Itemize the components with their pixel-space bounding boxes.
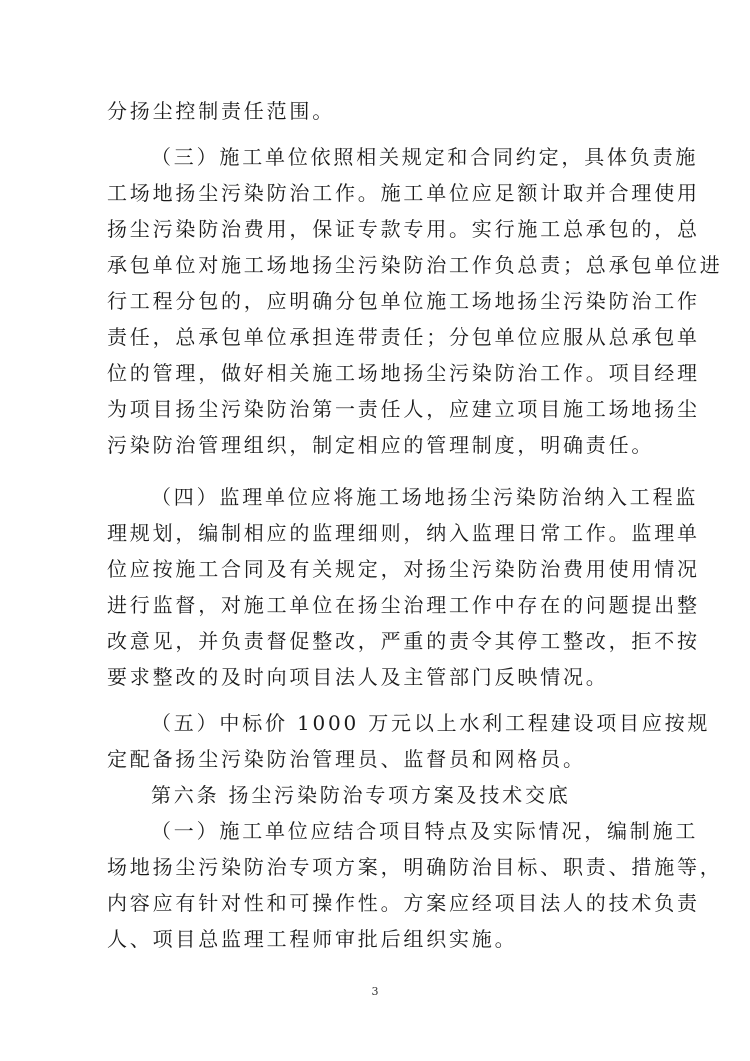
text-line: 扬尘污染防治费用，保证专款专用。实行施工总承包的，总 (107, 217, 700, 241)
text-line: 污染防治管理组织，制定相应的管理制度，明确责任。 (107, 433, 655, 457)
text-line: 要求整改的及时向项目法人及主管部门反映情况。 (107, 665, 609, 689)
text-line: 为项目扬尘污染防治第一责任人，应建立项目施工场地扬尘 (107, 397, 700, 421)
text-line: 内容应有针对性和可操作性。方案应经项目法人的技术负责 (107, 891, 700, 915)
text-line: 分扬尘控制责任范围。 (107, 99, 335, 123)
text-line: （四）监理单位应将施工场地扬尘污染防治纳入工程监 (151, 485, 699, 509)
text-line: 承包单位对施工场地扬尘污染防治工作负总责；总承包单位进 (107, 253, 723, 277)
text-line: 行工程分包的，应明确分包单位施工场地扬尘污染防治工作 (107, 289, 700, 313)
page-number: 3 (371, 985, 379, 998)
article-heading: 第六条 扬尘污染防治专项方案及技术交底 (151, 783, 571, 807)
text-line: 位应按施工合同及有关规定，对扬尘污染防治费用使用情况 (107, 557, 700, 581)
text-line: 责任，总承包单位承担连带责任；分包单位应服从总承包单 (107, 325, 700, 349)
text-line: （一）施工单位应结合项目特点及实际情况，编制施工 (151, 819, 699, 843)
text-line: （三）施工单位依照相关规定和合同约定，具体负责施 (151, 145, 699, 169)
text-line: （五）中标价 1000 万元以上水利工程建设项目应按规 (151, 711, 711, 735)
text-line: 理规划，编制相应的监理细则，纳入监理日常工作。监理单 (107, 521, 700, 545)
text-line: 进行监督，对施工单位在扬尘治理工作中存在的问题提出整 (107, 593, 700, 617)
text-line: 人、项目总监理工程师审批后组织实施。 (107, 927, 518, 951)
text-line: 改意见，并负责督促整改，严重的责令其停工整改，拒不按 (107, 629, 700, 653)
text-line: 工场地扬尘污染防治工作。施工单位应足额计取并合理使用 (107, 181, 700, 205)
text-line: 定配备扬尘污染防治管理员、监督员和网格员。 (107, 747, 586, 771)
text-line: 位的管理，做好相关施工场地扬尘污染防治工作。项目经理 (107, 361, 700, 385)
text-line: 场地扬尘污染防治专项方案，明确防治目标、职责、措施等， (107, 855, 723, 879)
